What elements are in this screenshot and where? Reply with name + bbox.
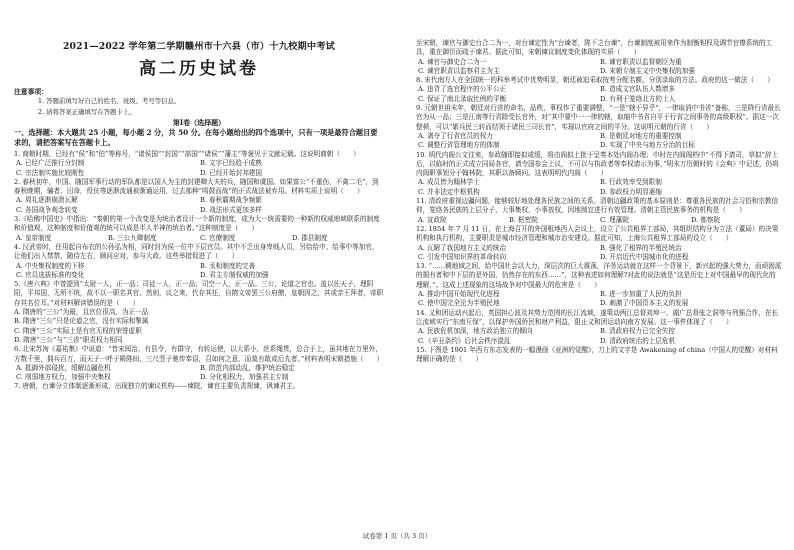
question <box>14 178 384 215</box>
subject-title: 高二历史试卷 <box>139 59 259 79</box>
question <box>416 76 782 104</box>
answer-options <box>416 178 782 197</box>
answer-option: C. 各国战争观念转变 <box>16 205 78 214</box>
question-stem: 7. 唐朝，台谏分立体制逐渐形成，出现独立的谏议机构——谏院，谏官主要负责规谏，讽谏君主。 <box>14 382 300 391</box>
answer-option: B. 枢密院 <box>509 215 538 224</box>
answer-option: B. 是朝廷对地方的重要控制 <box>600 131 682 140</box>
answer-option: D. 刺激了中国资本主义的发展 <box>600 299 689 308</box>
answer-option: D. 实现了中央与地方分治的目标 <box>600 141 695 150</box>
answer-option: C. 官员选拔标准的变化 <box>16 270 85 279</box>
question <box>14 243 384 280</box>
answer-option: B. 进一步加重了人民的负担 <box>600 290 682 299</box>
question <box>14 215 384 243</box>
answer-option: B. 行政效率受到限制 <box>600 178 662 187</box>
answer-option: A. 抵御外部侵扰，缓解边疆危机 <box>16 363 111 372</box>
notice-heading: 注意事项： <box>14 88 48 96</box>
question <box>416 151 782 197</box>
answer-option: D. 参政权力明显萎缩 <box>600 187 662 196</box>
answer-option: A. 隋唐的“三公”为最，且官位很高，为正一品 <box>14 308 149 317</box>
answer-option: A. 成员皆为翰林学士 <box>418 178 480 187</box>
question <box>416 197 782 225</box>
answer-option: C. 宗法制实施比较刚性 <box>16 168 85 177</box>
answer-option: C.《辛丑条约》后社会秩序混乱 <box>418 336 511 345</box>
question <box>14 280 384 345</box>
question <box>416 39 782 76</box>
answer-options <box>416 290 782 309</box>
answer-option: A. 瓦解了我国地方主义的统治 <box>418 243 507 252</box>
question-stem: 2. 春秋初年，申国、随国军事行动的军队都是以国人为主的封建卿大夫的兵，随国和虞国。如果富公“不重伤，不禽二毛”，到春秋晚期，骗者、田命，役伕等逐渐流通被渐通运用，过去那种“鸣鼓而战”的正式战法被弃用。材料实质上说明（ ） <box>14 177 379 196</box>
question-stem: 至宋朝，谏官与御史台合二为一，对台谏定性为“台谏者，陛下之台谏”，台谏制度被用来作为制衡相权及调节官僚系统的工具，重在御臣而疏于谏君。据此可知，宋朝谏议制度变化体现的实质（ ） <box>416 39 773 57</box>
answer-option: B. 谏官职责以监督朝臣为重 <box>600 57 682 66</box>
question-stem: 4. 汉武帝时，任用起自布衣的公孙弘为相，同时封为侯一位中下层官员。其中不乏出身卑贱人员，另给给中、给事中等加官，让他们出入禁禁，随侍左右，顾问应对，参与大政。这些举措促进了（ ） <box>14 242 379 261</box>
question-stem: 3.《哈佛中国史》中指出：“秦朝的第一个改变是为统治者设计一个新的制度，成为大一统需要的一种新的权威地域联系的制度和价值观，这种制度和价值观的统可以成是半人半神的统治者。”这种制度是（ ） <box>14 215 380 233</box>
answer-option: A. 推动中国开始现代化进程 <box>418 290 500 299</box>
question-stem: 9. 元朝世祖末年，朝廷对行省的命名，品秩，事权作了重要调整，“一是“辖于异乎”，一律取消中书省“备称，三是降行省最长官为从一品；三是江南等行省除受长官外，对“其中要中一一律的辖，取缩中书省自平于行省之间事务的高级职权”。据这一次整顿，可以“繁兵民三转而结领于诸民三司长官”，实现以官府之间的平分。这说明元朝的行省（ ） <box>416 104 781 131</box>
answer-options <box>14 196 384 215</box>
answer-option: B. 春秋霸期战争频繁 <box>200 196 262 205</box>
answer-option: A. 中央集权制度的下移 <box>16 261 85 270</box>
question <box>14 382 384 391</box>
left-column <box>14 150 384 392</box>
question <box>416 309 782 346</box>
answer-options <box>416 327 782 346</box>
exam-title: 2021—2022 学年第二学期赣州市十六县（市）十九校期中考试 <box>62 41 336 52</box>
answer-option: D. 开启近代中国城市化的进程 <box>600 252 689 261</box>
answer-option: C. 并非法定中枢机构 <box>418 187 480 196</box>
question-stem: 11. 清政府重视边疆问题，能够较好地处理各民族之间的关系。清朝边疆政策的基本原则是：尊重各民族的社会习俗和宗教信仰，笼络各民族的上层分子，大事集权，小事放权，因地制宜进行有效管理。清朝主管民族事务的机构是（ ） <box>416 197 779 215</box>
answer-option: A. 违背了选官程序的公平公正 <box>418 85 507 94</box>
section-instructions: 一、选择题：本大题共 25 小题，每小题 2 分，共 50 分。在每小题给出的四个选项中，只有一项是最符合题目要求的，请把答案写在答题卡上。 <box>14 128 378 147</box>
answer-option: A. 民族危机加深，地方政治独立的倾向 <box>418 327 533 336</box>
answer-option: D. 已经开始封邦建国 <box>200 168 262 177</box>
answer-option: C. 谏官职责以监察君主为主 <box>418 66 500 75</box>
answer-options <box>14 234 384 243</box>
answer-option: A. 谏官与御史合二为一 <box>418 57 487 66</box>
notice-item: 1. 答题前填写好自己的姓名、班级、考号等信息。 <box>38 97 181 105</box>
answer-option: D. 郡县制度 <box>292 233 328 242</box>
question-stem: 12. 1854 年 7 月 11 日，在上海召开的外国租地西人会议上，设立了公共租界工部局，其组织结构分为立法（董局）的决策机构和执行机构，主要职责是城市经济管理和城市治安建设。据此可知，上海公共租界工部局的设立（ ） <box>416 224 779 243</box>
answer-option: A. 周礼逐渐崩溃瓦解 <box>16 196 78 205</box>
question-stem: 10. 明代内阁公文往来，参政随即接拟或缓，将由阁拟上批于呈奏本处内阁办理；申时在内阁阁档中“不得下请司，草拟”辞士后，以临时的正式成立同局各官，请令国参会上议，不可以与执政者等奉权请示为事，”明末万历朝时的《会典》中记述，仍将内阁职事划分于翰林院，其职以备顾问。这表明明代内阁（ ） <box>416 150 779 178</box>
answer-options <box>14 159 384 178</box>
page-footer: 试卷第 1 页（共 3 页） <box>362 532 432 540</box>
answer-options <box>14 262 384 281</box>
answer-options <box>416 85 782 104</box>
right-column <box>416 39 782 364</box>
answer-option: C. 调整行省管理地方的体制 <box>418 141 500 150</box>
answer-option: B. 造成文官队伍人数增多 <box>600 85 675 94</box>
answer-option: D. 清政府统治的上层危机 <box>600 336 676 345</box>
answer-option: B. 丞相制度的完善 <box>200 261 256 270</box>
answer-option: D. 分化相权力，加强君主专制 <box>200 373 289 382</box>
question-stem: 5.《唐六典》中曾提到“太尉一人，正一品；司徒一人，正一品；司空一人，正一品。三公，论道之官也。盖以佐天子，理阴阳，平邦国，无所不统，故不以一职名其官。然则，议之来，代存其任，自隋文帝罢三公府僚，皇朝因之，其或亲王拜者，帝职存其名位耳。”对材料解读错误的是（ ） <box>14 280 384 307</box>
answer-option: A. 宣政院 <box>418 215 447 224</box>
answer-options <box>14 308 384 345</box>
answer-option: B. 防范内部动乱，维护统治稳定 <box>200 363 295 372</box>
question-stem: 14. 义和团运动兴起后，英国担心波及其势力范围的长江流域，遂策动两江总督刘坤一、湖广总督张之洞等与列强合作，在长江流域实行“东南互保”，以保护外国侨民和财产利益，阻止义和团运动向南方发展。这一事件体现了（ ） <box>416 308 779 326</box>
answer-option: C. 引发中国知识界的革命转向 <box>418 252 507 261</box>
answer-option: B. 隋唐“三公”只是论道之官，没有实际和掣属 <box>14 317 149 326</box>
answer-options <box>416 216 782 225</box>
answer-option: C. 保证了南北录取比例的平衡 <box>418 94 507 103</box>
answer-options <box>416 58 782 77</box>
notice-item: 2. 请将答案正确填写在答题卡上。 <box>38 107 136 116</box>
question <box>416 262 782 308</box>
question-stem: 15. 下图是 1901 年西方东志发表的一幅漫画《亚洲的觉醒》，刀上的文字是 Awakening of china（中国人的觉醒）对材料理解正确的是（ ） <box>416 345 778 364</box>
question-stem: 6. 北宋苏洵《嘉祐集》中说道：“昔宋阅治，有县令，有群守，有转运使，以大系小，丝系绳贯，总合于上，虽其地在万里外，方数千里，拥兵百万，而天子一呼于殿陛间，三尺竖子驰传奉诏，召如何之意，而莫有敢或后先者。”材料表明宋朝措施（ ） <box>14 345 384 363</box>
answer-option: D. 君主专制权威的加强 <box>200 270 269 279</box>
notice-block <box>14 86 384 147</box>
answer-option: A. 剥夺了行省官员的权力 <box>418 131 493 140</box>
question <box>14 345 384 382</box>
answer-option: C. 官僚制度 <box>200 233 236 242</box>
answer-option: C. 隋唐“三公”实际上是有官无权的荣誉虚职 <box>14 326 142 335</box>
question <box>416 346 782 365</box>
question-stem: 13. “……稠地域之间，给中国社会以大力，深层次的巨大震荡，洋务运动就在这样一个背景下，新兴起的强大势力，而顽固派的拥有者和中下层的是外国，仍然存在的东西……”，这种表述如何理解?对此的说法就是“这是历史上对中国最早的现代化的理解，”。这成上述现象的这场战争对中国最大的危害是（ ） <box>416 262 782 289</box>
answer-option: B. 强化了租界的半殖民统治 <box>600 243 682 252</box>
answer-options <box>416 244 782 263</box>
question <box>14 150 384 178</box>
answer-option: B. 三公九卿制度 <box>108 233 157 242</box>
answer-option: B. 清政府权力已完全失控 <box>600 327 675 336</box>
question-stem: 1. 商朝时期，已经有“侯”和“伯”等称号，“诸侯国”“封国”“部国”“诸侯”“藩主”等褒见于文献记载。这说明商朝（ ） <box>14 150 360 158</box>
answer-option: C. 削弱地方权力，加强中央集权 <box>16 373 111 382</box>
answer-options <box>416 132 782 151</box>
answer-option: D. 有利于笼络北方的士人 <box>600 94 676 103</box>
answer-options <box>14 364 384 383</box>
answer-option: D. 都察院 <box>691 215 721 224</box>
answer-option: B. 文字已经趋于成熟 <box>200 159 262 168</box>
question <box>416 225 782 262</box>
question <box>416 104 782 150</box>
answer-option: A. 已经广泛推行分封制 <box>16 159 85 168</box>
part-heading: 第Ⅰ卷（选择题） <box>172 118 226 127</box>
answer-option: D. 隋唐“三公”与“三省”职责权力相同 <box>14 335 123 344</box>
answer-option: D. 宋朝专制主义中央集权的加强 <box>600 66 695 75</box>
answer-option: C. 理藩院 <box>600 215 629 224</box>
question-stem: 8. 宋代南方人在全国统一的科举考试中优势明显，朝廷被迫采取按考分配名额，分别录取的方法。政府的这一做法（ ） <box>416 76 774 85</box>
answer-option: C. 使中国完全沦为半殖民地 <box>418 299 500 308</box>
answer-option: D. 战法形式更加多样 <box>200 205 262 214</box>
answer-option: A. 皇帝制度 <box>16 233 52 242</box>
